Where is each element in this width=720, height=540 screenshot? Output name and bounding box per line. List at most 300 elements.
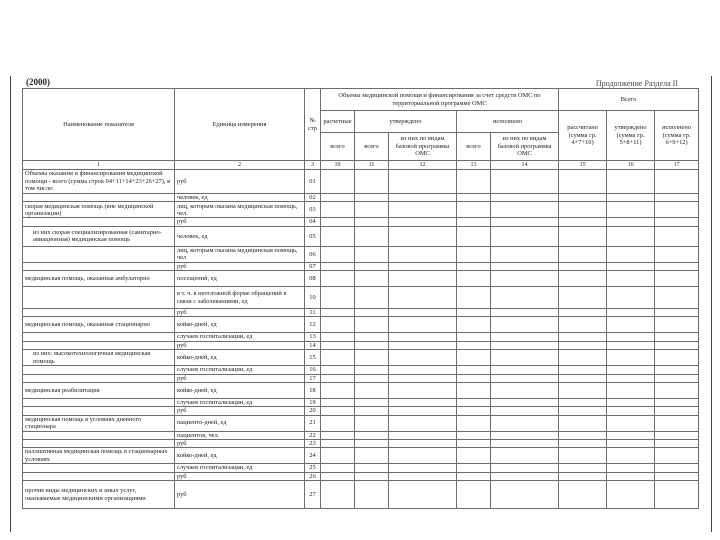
row-number-cell: 12 [305,317,321,333]
value-cell [389,415,457,431]
column-number: 13 [457,161,491,170]
indicator-name-cell [23,366,175,374]
row-number-cell: 07 [305,262,321,270]
value-cell [491,407,559,415]
value-cell [355,366,389,374]
col-header-calc-all: всего [321,133,355,161]
indicator-name-cell [23,439,175,447]
value-cell [457,341,491,349]
indicator-name-cell [23,374,175,382]
value-cell [559,333,607,341]
row-number-cell: 04 [305,218,321,226]
unit-cell: койко-дней, ед [175,382,305,398]
value-cell [559,341,607,349]
col-header-oms-calc: расчетные [321,111,355,133]
value-cell [607,431,655,439]
value-cell [389,407,457,415]
value-cell [607,317,655,333]
col-header-name: Наименование показателя [23,89,175,161]
value-cell [321,317,355,333]
value-cell [655,464,699,472]
value-cell [491,271,559,287]
table-row [23,202,699,218]
value-cell [607,481,655,509]
value-cell [389,366,457,374]
value-cell [389,246,457,262]
table-row [23,194,699,202]
col-header-done-base: из них по видам базовой программы ОМС [491,133,559,161]
value-cell [457,448,491,464]
column-number: 2 [175,161,305,170]
row-number-cell: 18 [305,382,321,398]
value-cell [607,287,655,309]
value-cell [321,246,355,262]
value-cell [457,170,491,194]
value-cell [389,333,457,341]
row-number-cell: 10 [305,287,321,309]
value-cell [389,431,457,439]
table-row [23,218,699,226]
unit-cell: руб [175,481,305,509]
value-cell [355,333,389,341]
indicator-name-cell [23,472,175,480]
row-number-cell: 20 [305,407,321,415]
value-cell [321,481,355,509]
indicator-name-cell [23,218,175,226]
value-cell [655,170,699,194]
col-header-unit: Единица измерения [175,89,305,161]
value-cell [321,309,355,317]
indicator-name-cell: скорая медицинская помощь (вне медицинской организации) [23,202,175,218]
value-cell [491,439,559,447]
value-cell [321,262,355,270]
value-cell [355,202,389,218]
unit-cell: случаев госпитализации, ед [175,333,305,341]
value-cell [607,341,655,349]
unit-cell: случаев госпитализации, ед [175,366,305,374]
value-cell [491,341,559,349]
row-number-cell: 24 [305,448,321,464]
value-cell [321,287,355,309]
indicator-name-cell [23,407,175,415]
row-number-cell: 22 [305,431,321,439]
row-number-cell: 27 [305,481,321,509]
value-cell [607,472,655,480]
value-cell [389,448,457,464]
table-row [23,415,699,431]
table-row [23,333,699,341]
value-cell [559,472,607,480]
indicator-name-cell: Объемы оказания и финансирования медицинской помощи - всего (сумма строк 04+11+14+23+26+27), в том числе: [23,170,175,194]
value-cell [457,333,491,341]
column-number: 10 [321,161,355,170]
value-cell [389,317,457,333]
value-cell [321,218,355,226]
row-number-cell: 11 [305,309,321,317]
value-cell [655,246,699,262]
indicator-name-cell: медицинская помощь, оказанная амбулаторно [23,271,175,287]
table-row [23,439,699,447]
value-cell [491,226,559,246]
value-cell [355,472,389,480]
value-cell [389,439,457,447]
table-row [23,431,699,439]
unit-cell: случаев госпитализации, ед [175,464,305,472]
value-cell [355,382,389,398]
unit-cell: лиц, которым оказана медицинская помощь, чел [175,246,305,262]
row-number-cell: 14 [305,341,321,349]
col-header-total-done: исполнено (сумма гр. 6+9+12) [655,111,699,161]
unit-cell: руб [175,374,305,382]
value-cell [655,398,699,406]
value-cell [491,366,559,374]
indicator-name-cell [23,341,175,349]
row-number-cell: 02 [305,194,321,202]
value-cell [389,309,457,317]
table-row [23,246,699,262]
table-row [23,448,699,464]
table-row [23,262,699,270]
col-header-approved-all: всего [355,133,389,161]
table-row [23,226,699,246]
unit-cell: случаев госпитализации, ед [175,398,305,406]
table-row [23,271,699,287]
unit-cell: человек, ед [175,226,305,246]
value-cell [355,271,389,287]
value-cell [389,472,457,480]
value-cell [491,309,559,317]
column-numbers-row [23,161,699,170]
column-number: 1 [23,161,175,170]
value-cell [559,439,607,447]
value-cell [655,366,699,374]
value-cell [491,398,559,406]
value-cell [655,194,699,202]
value-cell [491,415,559,431]
value-cell [321,464,355,472]
value-cell [389,262,457,270]
unit-cell: лиц, которым оказана медицинская помощь, чел. [175,202,305,218]
value-cell [607,170,655,194]
indicator-name-cell: прочие виды медицинских и иных услуг, оказываемые медицинскими организациями [23,481,175,509]
unit-cell: руб [175,218,305,226]
value-cell [559,374,607,382]
value-cell [355,431,389,439]
value-cell [355,439,389,447]
value-cell [457,415,491,431]
value-cell [559,218,607,226]
indicator-name-cell [23,262,175,270]
value-cell [321,382,355,398]
value-cell [491,287,559,309]
value-cell [559,246,607,262]
value-cell [559,262,607,270]
column-number: 3 [305,161,321,170]
value-cell [389,374,457,382]
col-group-oms: Объемы медицинской помощи и финансирования за счет средств ОМС по территориальной программе ОМС [321,89,559,111]
column-number: 12 [389,161,457,170]
report-table [22,88,699,509]
value-cell [559,382,607,398]
value-cell [607,464,655,472]
table-row [23,481,699,509]
value-cell [607,309,655,317]
value-cell [457,287,491,309]
value-cell [389,481,457,509]
row-number-cell: 25 [305,464,321,472]
value-cell [389,464,457,472]
value-cell [559,226,607,246]
unit-cell: руб [175,439,305,447]
indicator-name-cell: медицинская помощь, оказанная стационарно [23,317,175,333]
table-row [23,317,699,333]
value-cell [559,287,607,309]
value-cell [321,333,355,341]
unit-cell: койко-дней, ед [175,448,305,464]
value-cell [655,439,699,447]
indicator-name-cell: из них скорая специализированная (санитарно-авиационная) медицинская помощь [23,226,175,246]
value-cell [655,415,699,431]
value-cell [457,431,491,439]
report-year: (2000) [26,77,50,87]
value-cell [457,309,491,317]
table-row [23,350,699,366]
value-cell [559,350,607,366]
value-cell [355,481,389,509]
value-cell [607,262,655,270]
value-cell [491,374,559,382]
value-cell [457,271,491,287]
table-row [23,464,699,472]
indicator-name-cell [23,431,175,439]
table-row [23,472,699,480]
value-cell [655,287,699,309]
value-cell [457,226,491,246]
value-cell [457,398,491,406]
unit-cell: руб [175,407,305,415]
value-cell [607,350,655,366]
value-cell [355,398,389,406]
value-cell [491,382,559,398]
value-cell [321,366,355,374]
value-cell [655,202,699,218]
value-cell [655,350,699,366]
value-cell [491,170,559,194]
value-cell [389,226,457,246]
row-number-cell: 13 [305,333,321,341]
table-row [23,341,699,349]
value-cell [655,407,699,415]
value-cell [607,382,655,398]
value-cell [355,415,389,431]
value-cell [607,398,655,406]
value-cell [655,309,699,317]
row-number-cell: 03 [305,202,321,218]
table-row [23,374,699,382]
row-number-cell: 23 [305,439,321,447]
value-cell [559,415,607,431]
row-number-cell: 06 [305,246,321,262]
value-cell [655,271,699,287]
row-number-cell: 26 [305,472,321,480]
value-cell [389,271,457,287]
col-header-total-approved: утверждено (сумма гр. 5+8+11) [607,111,655,161]
value-cell [655,431,699,439]
column-number: 14 [491,161,559,170]
value-cell [491,246,559,262]
value-cell [355,226,389,246]
value-cell [321,431,355,439]
value-cell [389,350,457,366]
value-cell [559,194,607,202]
value-cell [355,374,389,382]
value-cell [607,246,655,262]
column-number: 17 [655,161,699,170]
value-cell [457,472,491,480]
value-cell [355,448,389,464]
value-cell [607,202,655,218]
table-row [23,309,699,317]
value-cell [491,333,559,341]
value-cell [491,481,559,509]
value-cell [607,271,655,287]
value-cell [389,170,457,194]
row-number-cell: 19 [305,398,321,406]
value-cell [321,439,355,447]
value-cell [457,317,491,333]
value-cell [457,262,491,270]
unit-cell: койко-дней, ед [175,317,305,333]
value-cell [321,170,355,194]
value-cell [389,398,457,406]
value-cell [655,218,699,226]
value-cell [389,218,457,226]
value-cell [457,382,491,398]
value-cell [559,481,607,509]
value-cell [559,407,607,415]
value-cell [355,170,389,194]
table-row [23,287,699,309]
indicator-name-cell [23,464,175,472]
unit-cell: пациенто-дней, ед [175,415,305,431]
appendix-label: Продолжение Раздела II [595,79,678,88]
value-cell [355,287,389,309]
value-cell [457,439,491,447]
value-cell [321,472,355,480]
unit-cell: человек, ед [175,194,305,202]
value-cell [607,333,655,341]
unit-cell: посещений, ед [175,271,305,287]
value-cell [321,374,355,382]
value-cell [321,398,355,406]
value-cell [655,382,699,398]
value-cell [559,309,607,317]
value-cell [559,398,607,406]
value-cell [457,246,491,262]
value-cell [559,431,607,439]
value-cell [491,448,559,464]
indicator-name-cell [23,246,175,262]
value-cell [655,448,699,464]
value-cell [321,407,355,415]
value-cell [321,271,355,287]
value-cell [355,407,389,415]
value-cell [607,218,655,226]
column-number: 11 [355,161,389,170]
col-header-row-number: № стр [305,89,321,161]
value-cell [607,366,655,374]
value-cell [457,481,491,509]
value-cell [457,218,491,226]
row-number-cell: 21 [305,415,321,431]
value-cell [355,341,389,349]
value-cell [607,226,655,246]
row-number-cell: 01 [305,170,321,194]
indicator-name-cell: паллиативная медицинская помощь в стационарных условиях [23,448,175,464]
value-cell [321,194,355,202]
value-cell [389,287,457,309]
value-cell [389,194,457,202]
value-cell [389,202,457,218]
value-cell [321,350,355,366]
value-cell [655,262,699,270]
indicator-name-cell: из них: высокотехнологичная медицинская помощь [23,350,175,366]
value-cell [355,246,389,262]
value-cell [321,202,355,218]
unit-cell: руб [175,472,305,480]
indicator-name-cell [23,398,175,406]
value-cell [607,448,655,464]
value-cell [355,317,389,333]
value-cell [559,448,607,464]
value-cell [491,431,559,439]
value-cell [457,366,491,374]
value-cell [607,415,655,431]
col-group-total: Всего [559,89,699,111]
unit-cell: руб [175,262,305,270]
row-number-cell: 15 [305,350,321,366]
value-cell [355,194,389,202]
value-cell [389,341,457,349]
value-cell [559,366,607,374]
value-cell [559,170,607,194]
value-cell [491,262,559,270]
value-cell [457,464,491,472]
value-cell [457,407,491,415]
value-cell [321,226,355,246]
unit-cell: в т. ч. в неотложной форме обращений в связи с заболеваниями, ед [175,287,305,309]
value-cell [655,333,699,341]
unit-cell: руб [175,341,305,349]
col-header-approved-base: из них по видам базовой программы ОМС [389,133,457,161]
value-cell [355,350,389,366]
value-cell [559,317,607,333]
table-row [23,366,699,374]
value-cell [607,194,655,202]
value-cell [607,374,655,382]
value-cell [655,472,699,480]
unit-cell: пациентов, чел. [175,431,305,439]
value-cell [655,317,699,333]
column-number: 15 [559,161,607,170]
indicator-name-cell: медицинская реабилитация [23,382,175,398]
value-cell [355,218,389,226]
col-header-done-all: всего [457,133,491,161]
value-cell [355,464,389,472]
row-number-cell: 05 [305,226,321,246]
value-cell [491,194,559,202]
unit-cell: руб [175,309,305,317]
